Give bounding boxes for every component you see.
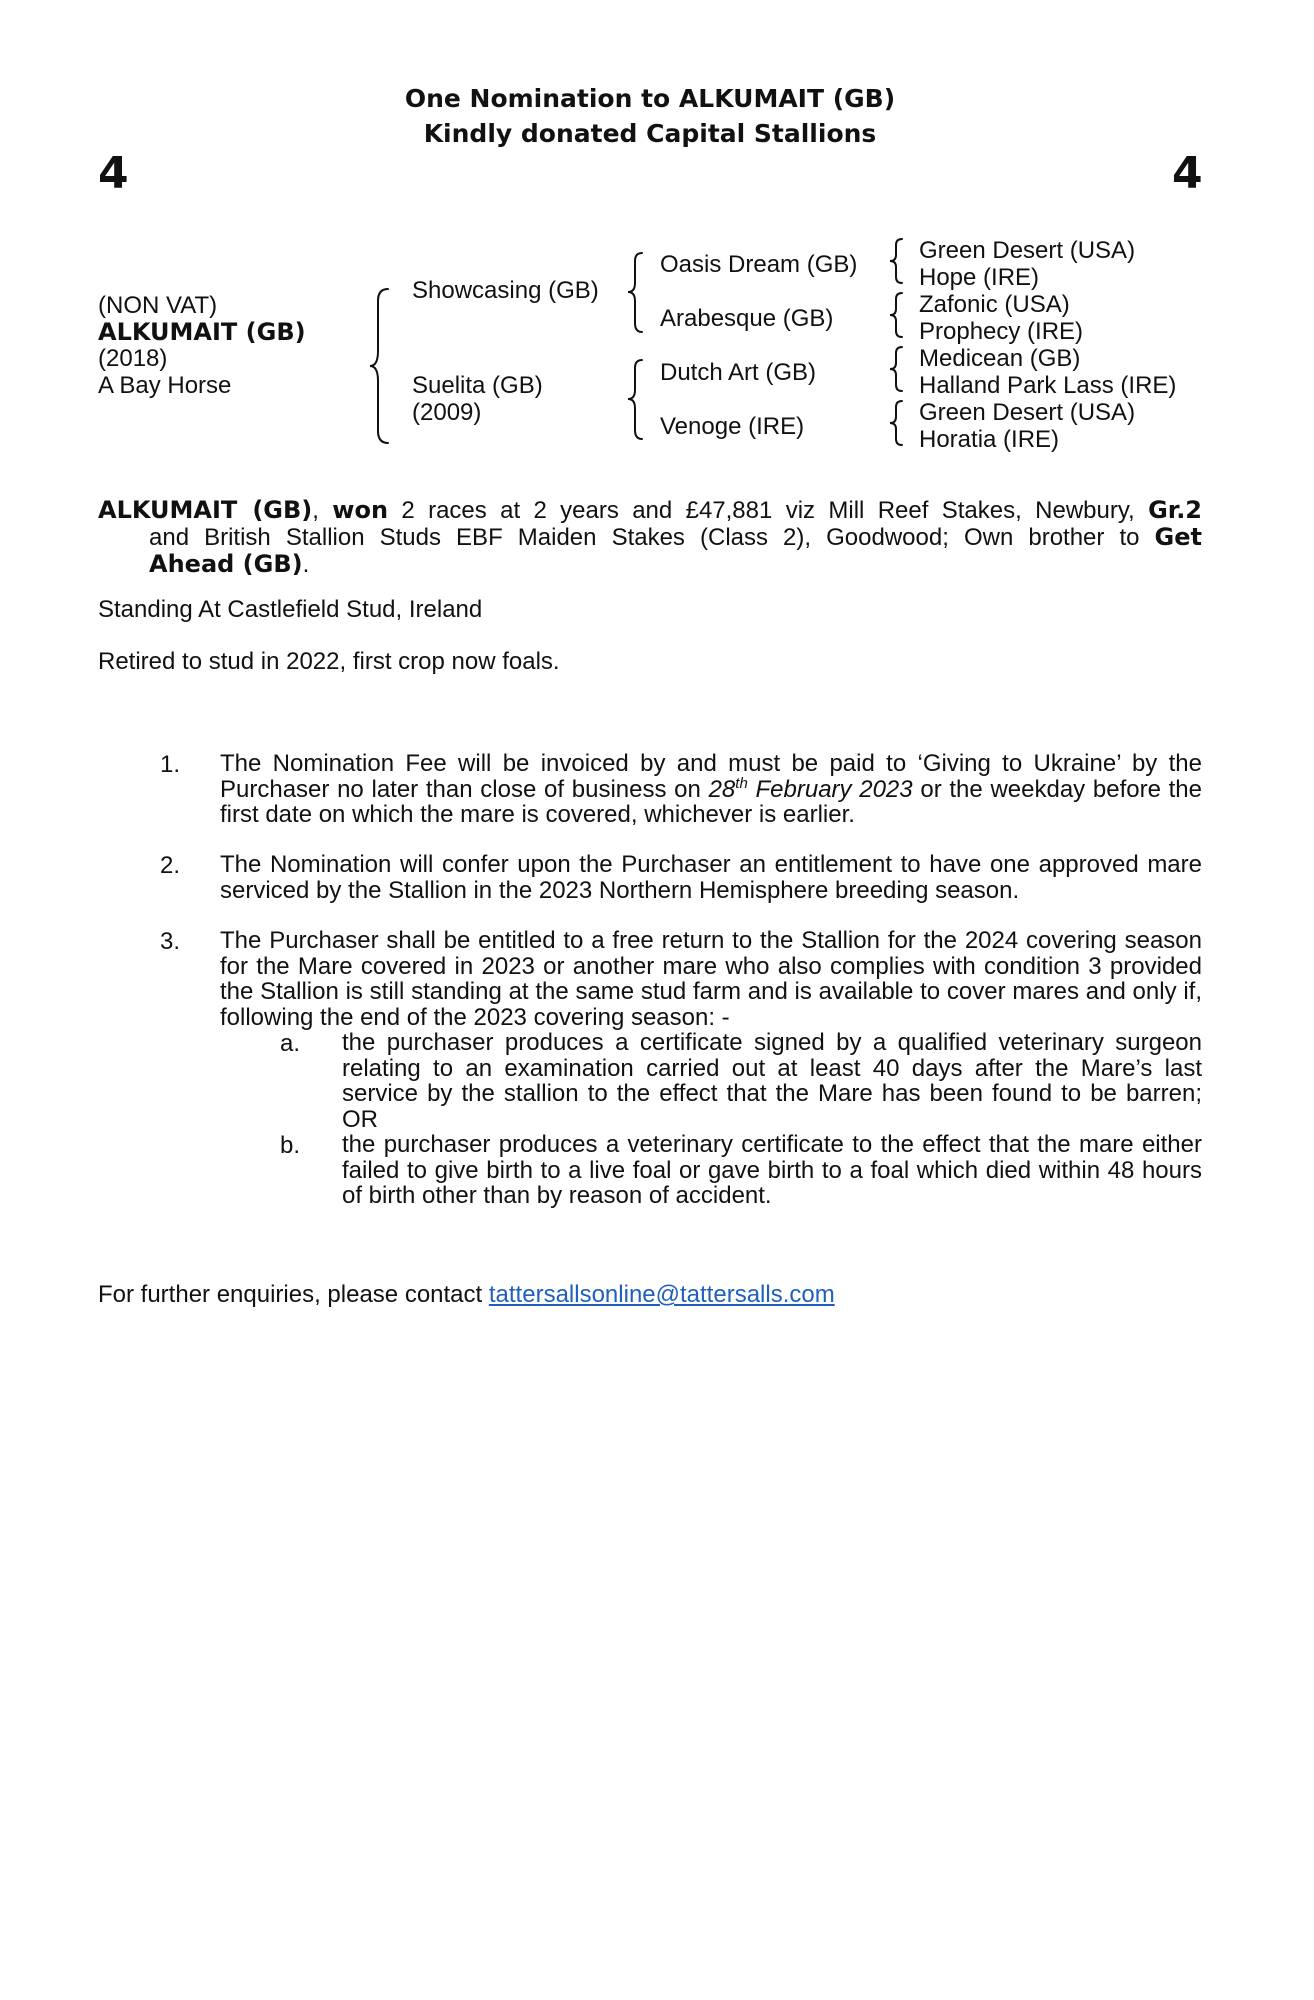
condition-1-date-rest: February 2023: [747, 775, 913, 803]
condition-1-text-after: or the weekday before the first date on which the mare is covered, whichever is earlier.: [220, 775, 1203, 828]
horse-description: A Bay Horse: [98, 372, 232, 399]
great-grandparent-2: Hope (IRE): [919, 264, 1040, 291]
great-grandparent-8: Horatia (IRE): [919, 426, 1060, 453]
dam-year: (2009): [412, 399, 482, 426]
vat-status: (NON VAT): [98, 292, 218, 319]
great-grandparent-4: Prophecy (IRE): [919, 318, 1084, 345]
great-grandparent-6: Halland Park Lass (IRE): [919, 372, 1177, 399]
retired-note: Retired to stud in 2022, first crop now foals.: [98, 648, 560, 675]
condition-3a-letter: a.: [280, 1030, 301, 1057]
condition-3a-text: the purchaser produces a certificate signed by a qualified veterinary surgeon relating to an examination carried out at least 40 days after the Mare’s last service by the stallion to the effect that the Mare has been found to be barren; OR: [342, 1029, 1202, 1133]
great-grandparent-5: Medicean (GB): [919, 345, 1081, 372]
title-line-2: Kindly donated Capital Stallions: [423, 119, 877, 148]
summary-horse-name: ALKUMAIT (GB): [98, 496, 313, 524]
summary-text-2: and British Stallion Studs EBF Maiden Stakes (Class 2), Goodwood; Own brother to: [149, 524, 1155, 551]
pedigree-brace-gg-3: [890, 345, 910, 395]
summary-brother-part-1: Get: [1154, 523, 1202, 551]
contact-text: For further enquiries, please contact: [98, 1281, 489, 1308]
summary-text-1: 2 races at 2 years and £47,881 viz Mill Reef Stakes, Newbury,: [388, 497, 1149, 524]
summary-won: won: [332, 496, 389, 524]
lot-number-left: 4: [98, 148, 129, 199]
standing-location: Standing At Castlefield Stud, Ireland: [98, 596, 483, 623]
contact-email-link[interactable]: tattersallsonline@tattersalls.com: [488, 1281, 835, 1308]
pedigree-brace-parents: [370, 287, 400, 445]
condition-1-text-before: The Nomination Fee will be invoiced by and must be paid to ‘Giving to Ukraine’ by the Purchaser no later than close of business on: [220, 750, 1202, 803]
condition-3-text: The Purchaser shall be entitled to a free return to the Stallion for the 2024 covering season for the Mare covered in 2023 or another mare who also complies with condition 3 provided the Stallion is still standing at the same stud farm and is available to cover mares and only if, following the end of the 2023 covering season: -: [220, 927, 1202, 1031]
pedigree-brace-dam-line: [628, 358, 652, 442]
condition-1-text: [220, 751, 1202, 828]
racing-summary: [98, 497, 1202, 578]
pedigree-brace-sire-line: [628, 251, 652, 335]
summary-grade: Gr.2: [1148, 496, 1203, 524]
condition-3b-letter: b.: [280, 1132, 301, 1159]
condition-2-text: The Nomination will confer upon the Purchaser an entitlement to have one approved mare serviced by the Stallion in the 2023 Northern Hemisphere breeding season.: [220, 851, 1202, 904]
condition-3b-text: the purchaser produces a veterinary certificate to the effect that the mare either failed to give birth to a live foal or gave birth to a foal which died within 48 hours of birth other than by reason of accident.: [342, 1131, 1202, 1209]
pedigree-brace-gg-2: [890, 291, 910, 341]
condition-2-number: 2.: [160, 852, 181, 879]
dam: Suelita (GB): [412, 372, 543, 399]
horse-year: (2018): [98, 345, 168, 372]
contact-line: [98, 1282, 1202, 1308]
great-grandparent-1: Green Desert (USA): [919, 237, 1136, 264]
pedigree-brace-gg-1: [890, 237, 910, 287]
condition-3-number: 3.: [160, 928, 181, 955]
great-grandparent-7: Green Desert (USA): [919, 399, 1136, 426]
dam-dam: Venoge (IRE): [660, 413, 805, 440]
summary-comma: ,: [312, 497, 319, 524]
title-line-1: One Nomination to ALKUMAIT (GB): [404, 84, 896, 113]
sire-sire: Oasis Dream (GB): [660, 251, 858, 278]
dam-sire: Dutch Art (GB): [660, 359, 817, 386]
sire: Showcasing (GB): [412, 277, 599, 304]
condition-1-number: 1.: [160, 751, 181, 778]
condition-1-date-day: 28: [708, 775, 736, 803]
pedigree-brace-gg-4: [890, 399, 910, 449]
horse-name: ALKUMAIT (GB): [98, 318, 306, 346]
condition-1-date-suffix: th: [735, 774, 748, 792]
lot-number-right: 4: [1172, 148, 1203, 199]
sire-dam: Arabesque (GB): [660, 305, 834, 332]
great-grandparent-3: Zafonic (USA): [919, 291, 1070, 318]
summary-brother-part-2: Ahead (GB): [149, 550, 303, 578]
summary-period: .: [302, 551, 310, 578]
